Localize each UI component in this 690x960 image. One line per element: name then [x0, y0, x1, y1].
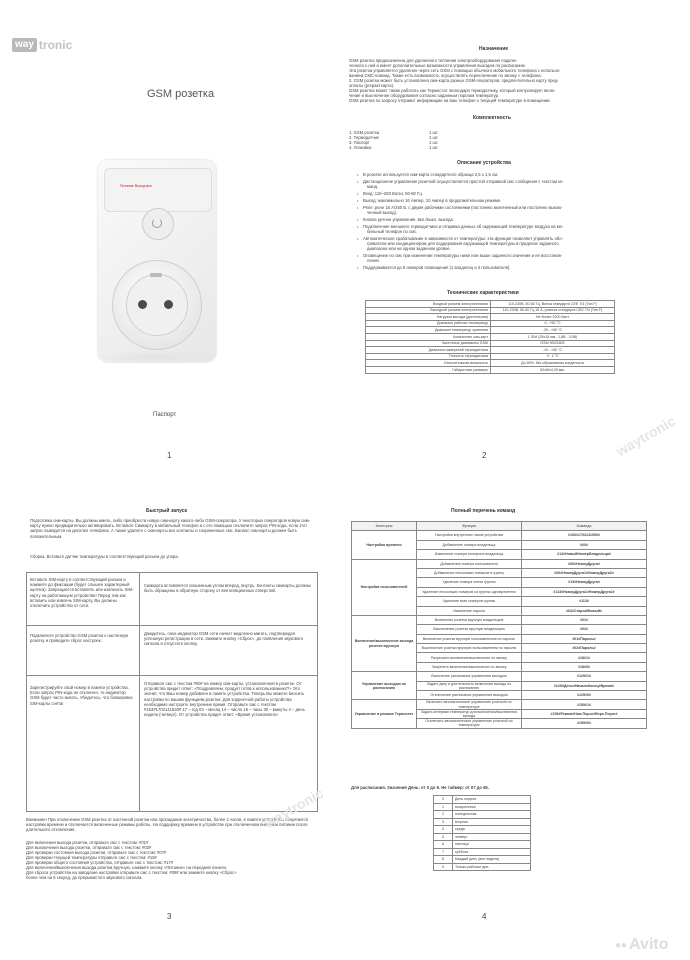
spec-name: Выходной разъем электропитания: [366, 307, 491, 314]
day-name: понедельник: [453, 811, 531, 819]
desc-line: Дистанционное управление розеткой осуществляется простой отправкой смс сообщения с текстом ко-: [363, 179, 564, 184]
kit-qty: 1 шт.: [429, 135, 439, 140]
command-function: Изменение пароля: [417, 606, 522, 615]
brand-logo: [12, 37, 72, 52]
page-1: [0, 0, 345, 480]
spec-name: Точность термодатчика: [366, 353, 491, 360]
command-function: Включить автоматическое управление розеткой по температуре: [417, 700, 522, 709]
page-1-title: GSM розетка: [147, 88, 215, 100]
brand-logo-text: tronic: [38, 37, 73, 52]
socket-pin-hole-right: [164, 300, 173, 309]
command-code: #14#НовыйНомерВладельца#: [522, 550, 647, 559]
spec-row: [366, 347, 615, 354]
device-shadow: [94, 350, 218, 364]
day-code: 4: [434, 826, 453, 834]
command-function: Выключение розетки вручную пользователем по паролю: [417, 644, 522, 653]
spec-value: 110-230В, 50-60 Гц, Вилка стандарта CEE 7/4 (Тип F): [491, 301, 615, 308]
day-name: Каждый день (все недели): [453, 856, 531, 864]
watermark-logo: waytronic: [261, 784, 326, 832]
command-code: #159#0#: [522, 719, 647, 728]
day-name: суббота: [453, 848, 531, 856]
purpose-line: 2. GSM розетка может быть установлена сим-карта разных GSM-операторов, предпочтительно карту пред-: [349, 78, 559, 83]
day-name: воскресенье: [453, 803, 531, 811]
purpose-line: чение и выключение оборудования согласно заданным порогам температур.: [349, 93, 500, 98]
spec-name: Входной разъем электропитания: [366, 301, 491, 308]
passport-label: Паспорт: [153, 412, 177, 418]
spec-value: -10...+50 °C: [491, 347, 615, 354]
command-category: Управление выходом по расписанию: [352, 672, 417, 700]
desc-line: В розетке используется сим-карта стандартного образца 2,5 х 1,5 см.: [363, 172, 499, 177]
desc-line: манд.: [367, 184, 379, 189]
spec-value: 110-230В, 50-60 Гц,16 А, розетка стандарта CEE 7/4 (Тип F): [491, 307, 615, 314]
spec-row: [366, 366, 615, 373]
day-row: [434, 848, 531, 856]
day-name: среда: [453, 826, 531, 834]
col-category: Категория: [352, 522, 417, 531]
command-function: Отключение расписания управления выходом: [417, 691, 522, 700]
command-code: #129#0#: [522, 691, 647, 700]
specs-table: [365, 300, 615, 374]
spec-name: Диапазон температур хранения: [366, 327, 491, 334]
command-function: Включение розетки вручную владельцем: [417, 615, 522, 624]
command-function: Задать интервал температур для включения/выключения выхода: [417, 709, 522, 718]
command-function: Добавление номера пользователя: [417, 559, 522, 568]
spec-name: Габаритные размеры: [366, 366, 491, 373]
spec-row: [366, 301, 615, 308]
day-name: Только рабочие дни: [453, 863, 531, 871]
day-row: [434, 826, 531, 834]
spec-value: 0...+50 °C: [491, 320, 615, 327]
day-row: [434, 856, 531, 864]
day-name: пятница: [453, 841, 531, 849]
desc-line: Подключение внешнего термодатчика и отправка данных об окружающей температуре воздуха на мо-: [363, 224, 564, 229]
specs-heading: Технические характеристики: [447, 290, 519, 296]
sms-line: Для выключения выхода розетки, отправьте смс с текстом: #02#: [26, 845, 152, 850]
day-code: 5: [434, 833, 453, 841]
kit-item: 1. GSM розетка: [349, 130, 380, 135]
spec-name: Диапазон измерений термодатчика: [366, 347, 491, 354]
command-function: Добавление номера владельца: [417, 540, 522, 549]
spec-name: Нагрузка выхода (длительная): [366, 314, 491, 321]
attention-note: Внимание! При отключении GSM розетка от настенной розетки или пропадания электричества, более 2 часов, в памяти устройства обнуляются настройки времени и отключается включенные режимы работы. На поддержку времени в устройстве при отключенном внешнем питании после длительного отключения.: [26, 817, 308, 833]
step-1-right: Симкарта вставляется скошенным углом вперед, внутрь. Контакты симкарты должны быть обращены в обратную сторону от вентиляционных отверстий.: [144, 583, 311, 594]
sms-line: Для сброса устройства на заводские настройки отправьте смс с текстом: #08# или зажмите кнопку «Сброс»: [26, 870, 237, 875]
desc-line: Кнопка ручное управление, вкл./выкл. выхода.: [363, 217, 454, 222]
command-code: #01#: [522, 615, 647, 624]
sim-prep-text: Подготовка сим-карты. Вы должны иметь, либо приобрести новую сим-карту какого-либо GSM-оператора. У некоторых операторов новую сим-карту нужно предварительно активировать. Вставьте Симкарту в мобильный телефон и с его помощью отключите запрос PIN-кода, если этот запрос выводится на дисплее телефона. А также удалите с сим-карты все контакты и сохраненные смс. Баланс сим-карты должен быть положительным.: [30, 518, 310, 539]
command-function: Выключение розетки вручную владельцем: [417, 625, 522, 634]
watermark-logo: waytronic: [613, 412, 678, 460]
purpose-line: Эта розетка управляется удаленно через сеть GSM с помощью обычного мобильного телефона с использо-: [349, 68, 561, 73]
spec-value: -20...+60 °C: [491, 327, 615, 334]
day-code: 8: [434, 856, 453, 864]
sms-line: более чем на 5 секунд, до прерывистого звукового сигнала.: [26, 875, 143, 880]
spec-row: [366, 360, 615, 367]
spec-value: 1 SIM (25х15 мм., 1,8В - 3,0В): [491, 333, 615, 340]
spec-name: Частотные диапазоны GSM: [366, 340, 491, 347]
command-function: Задать дату и длительность включения выхода по расписанию: [417, 681, 522, 690]
day-row: [434, 841, 531, 849]
command-code: #113#: [522, 597, 647, 606]
purpose-line: ченного к ней и имеет дополнительные возможности управления выходом по расписанию.: [349, 63, 527, 68]
command-code: #06#НомерДруга1#НомерДруга2#: [522, 568, 647, 577]
kit-qty: 1 шт.: [429, 145, 439, 150]
command-code: #129#1#: [522, 672, 647, 681]
kit-qty: 1 шт.: [429, 130, 439, 135]
command-function: Добавление нескольких номеров в группу: [417, 568, 522, 577]
day-row: [434, 818, 531, 826]
desc-line: бильный телефон по смс.: [367, 229, 418, 234]
day-code: 6: [434, 841, 453, 849]
spec-value: До 80%, без образования конденсата: [491, 360, 615, 367]
page-number-1: 1: [167, 451, 172, 460]
avito-logo-text: Avito: [629, 936, 669, 953]
sms-line: Для включения выхода розетки, отправьте смс с текстом: #01#: [26, 840, 149, 845]
command-function: Включение расписания управления выходом: [417, 672, 522, 681]
commands-heading: Полный перечень команд: [451, 508, 516, 514]
step-2-right: Дождитесь, пока индикатор GSM сети начнет медленно мигать, подтверждая успешную регистрацию в сети. Зажмите кнопку «Сброс», до появления звукового сигнала и отпустите кнопку.: [144, 631, 303, 647]
purpose-heading: Назначение: [479, 46, 509, 52]
command-row: [352, 615, 647, 624]
page-number-4: 4: [482, 912, 487, 921]
desc-line: ченный выход).: [367, 210, 398, 215]
command-category: Настройка пользователей: [352, 559, 417, 615]
command-code: #02#: [522, 625, 647, 634]
socket-pin-hole-left: [138, 300, 147, 309]
desc-line: Автоматическое срабатывание в зависимости от температуры: эта функция позволяет управлять обо-: [363, 236, 563, 241]
step-2-left: Подключите устройство GSM розетка к настенную розетку и проведите сброс настроек.: [30, 633, 129, 644]
command-row: [352, 672, 647, 681]
sms-line: Для проверки состояния выхода розетки, отправьте смс с текстом: #07#: [26, 850, 167, 855]
command-function: Удаление всех номеров группы: [417, 597, 522, 606]
command-category: Настройка времени: [352, 531, 417, 559]
command-function: Включение розетки вручную пользователем по паролю: [417, 634, 522, 643]
day-row: [434, 833, 531, 841]
command-code: #159#Режим#Ниж.Порог#Верх.Порог#: [522, 709, 647, 718]
purpose-line: GSM розетка предназначена для удаленного тепления электрооборудования подклю-: [349, 58, 518, 63]
desc-line: диапазона или на одном заданном уровне.: [367, 246, 451, 251]
purpose-line: оплаты (prepaid карта).: [349, 83, 395, 88]
spec-name: Количество сим-карт: [366, 333, 491, 340]
spec-row: [366, 353, 615, 360]
kit-item: 4. Упаковка: [349, 145, 372, 150]
days-table: [433, 795, 531, 871]
command-function: Разрешить включение/выключение по звонку: [417, 653, 522, 662]
device-led-label: Питание Выход вкл.: [120, 184, 153, 188]
day-name: вторник: [453, 818, 531, 826]
command-row: [352, 559, 647, 568]
commands-table: [351, 521, 647, 729]
kit-qty: 1 шт.: [429, 140, 439, 145]
day-code: 2: [434, 811, 453, 819]
spec-row: [366, 333, 615, 340]
socket-inner: [126, 274, 188, 336]
page-3: [0, 480, 345, 960]
spec-value: 62х62х125 мм.: [491, 366, 615, 373]
day-name: четверг: [453, 833, 531, 841]
socket-ground-clip: [150, 273, 162, 277]
device-top-panel: [104, 168, 212, 212]
command-function: Удаление нескольких номеров из группы одновременно: [417, 587, 522, 596]
spec-row: [366, 307, 615, 314]
spec-value: Не более 2200 Ватт: [491, 314, 615, 321]
sms-line: Для включения/выключения выхода розетки вручную, нажмите кнопку «Питание» на передней панели.: [26, 865, 227, 870]
day-row: [434, 863, 531, 871]
step-3-right: Отправьте смс с текстом #00# на номер сим-карты, установленной в розетке. От устройства придет ответ: «Поздравляем, продукт готов к использованию!?» Это значит, что Ваш номер добавлен в память устройства. Теперь Вы можете вносить настройки по вашим функциям розетки. Для корректной работы устройства необходимо настроить внутренние время. Отправьте смс с текстом #153#1703141530# 17 – год 03 – месяц 14 – число 15 – часы 30 – минуты 4 – день недели (четверг). От устройства придет ответ: «Время установлено»: [144, 681, 305, 718]
command-category: Управление в режиме Термостат: [352, 700, 417, 728]
steps-table: [26, 572, 318, 812]
command-code: #00#: [522, 540, 647, 549]
avito-logo-icon: ●●: [615, 939, 628, 951]
page-number-2: 2: [482, 451, 487, 460]
page-2: Назначение GSM розетка предназначена для удаленного тепления электрооборудования подклю- ченного к ней и имеет дополнительные возможности управления выходом по расписанию. Эта розетка управляется удаленно через сеть GSM с помощью обычного мобильного телефона с использо- ванием СМС-команд. Также есть возможность осуществлять переключение по звонку с телефона. 2. GSM розетка может быть установлена сим-карта разных GSM-операторов, предпочтительно карту пред- оплаты (prepaid карта). GSM розетка может также работать как Термостат. Благодаря термодатчику, который контролирует вклю- чение и выключение оборудования согласно заданным порогам температур. GSM розетка по запросу отправит информацию на ваш телефон о текущей температуре в помещении. Комплектность 1. GSM розетка 1 шт. 2. Термодатчик 1 шт. 3. Паспорт 1 шт. 4. Упаковка 1 шт. Описание устройства В розетке используется сим-карта стандартного образца 2,5 х 1,5 см. Дистанционное управление розеткой осуществляется простой отправкой смс сообщения с текстом ко- манд. Вход: 110~250 Вольт, 50-60 Гц. Выход: максимально 16 Ампер, 10 Ампер в продолжительном режиме. Реле: реле 16 A/250 В, с двумя рабочими состояниями (постоянно включенный или постоянно выклю- ченный выход). Кнопка ручное управление, вкл./выкл. выхода. Подключение внешнего термодатчика и отправка данных об окружающей температуре воздуха на мо- бильный телефон по смс. Автоматическое срабатывание в зависимости от температуры: эта функция позволяет управлять обо- греватели или кондиционером для поддержания окружающей температуры в пределах заданного диапазона или на одном заданном уровне. Оповещение по смс при изменении температуры ниже или выше заданного значения и её восстанов- ления. Поддерживается до 5 номеров оповещения (1 владелец и 4 пользователя). • • • • • • • • • • Технические характеристики Входной разъем электропитания 110-230В, 50-60 Гц, Вилка стандарта CEE 7/4 (Тип F) Выходной разъем электропитания 110-230В, 50-60 Гц,16 А, розетка стандарта CEE 7/4 (Тип F) Нагрузка выхода (длительная) Не более 2200 Ватт Диапазон рабочих температур 0...+50 °C Диапазон температур хранения -20...+60 °C Количество сим-карт 1 SIM (25х15 мм., 1,8В - 3,0В) Частотные диапазоны GSM GSM 900/1800 Диапазон измерений термодатчика -10...+50 °C Точность термодатчика +/- 1 °C Относительная влажность До 80%, без образования конденсата Габаритные размеры 62х62х125 мм. 2 waytronic: [349, 46, 678, 460]
day-row: [434, 803, 531, 811]
command-row: [352, 531, 647, 540]
day-code: 7: [434, 848, 453, 856]
day-row: [434, 796, 531, 804]
day-code: 3: [434, 818, 453, 826]
kit-item: 3. Паспорт: [349, 140, 370, 145]
col-command: Команда: [522, 522, 647, 531]
schedule-note: Для расписания. Значения День: от 0 до 9. Не таймер: от 07 до 65.: [351, 785, 489, 790]
command-code: #04#СтарыйНовый#: [522, 606, 647, 615]
spec-row: [366, 340, 615, 347]
purpose-line: GSM розетка по запросу отправит информацию на ваш телефон о текущей температуре в помещении.: [349, 98, 551, 103]
command-function: Изменение номера телефона владельца: [417, 550, 522, 559]
kit-heading: Комплектность: [473, 115, 511, 121]
day-name: День недели: [453, 796, 531, 804]
desc-line: Выход: максимально 16 Ампер, 10 Ампер в продолжительном режиме.: [363, 198, 502, 203]
command-code: #113#НомерДруга1#НомерДруга2#: [522, 587, 647, 596]
spec-name: Диапазон рабочих температур: [366, 320, 491, 327]
avito-watermark: [615, 936, 669, 954]
desc-line: греватели или кондиционером для поддержания окружающей температуры в пределах заданного: [367, 241, 559, 246]
desc-line: Вход: 110~250 Вольт, 50-60 Гц.: [363, 191, 423, 196]
purpose-line: GSM розетка может также работать как Термостат. Благодаря термодатчику, который контролирует вклю-: [349, 88, 556, 93]
sms-line: Для проверки текущей температуры отправьте смс с текстом: #15#: [26, 855, 157, 860]
description-heading: Описание устройства: [457, 160, 511, 166]
day-row: [434, 811, 531, 819]
command-code: #153#1703141530#: [522, 531, 647, 540]
desc-line: Поддерживается до 5 номеров оповещения (1 владелец и 4 пользователя).: [363, 265, 511, 270]
command-code: #18#1#: [522, 653, 647, 662]
command-function: Запретить включение/выключение по звонку: [417, 662, 522, 671]
command-code: #13#НомерДруга#: [522, 578, 647, 587]
command-row: [352, 700, 647, 709]
page-number-3: 3: [167, 912, 172, 921]
command-code: #02#Пароль#: [522, 644, 647, 653]
spec-row: [366, 320, 615, 327]
day-code: 1: [434, 803, 453, 811]
step-3-left: Зарегистрируйте свой номер в памяти устройства. Если запрос PIN-кода не отключен, то индикатор GSM будет часто мигать. Убедитесь, что блокировка SIM-карты снята!: [30, 685, 133, 706]
sensor-text: Сборка. Вставьте датчик температуры в соответствующий разъем до упора.: [30, 554, 179, 559]
spec-name: Относительная влажность: [366, 360, 491, 367]
command-code: #06#НомерДруга#: [522, 559, 647, 568]
command-function: Удаление номера члена группы: [417, 578, 522, 587]
desc-line: Реле: реле 16 A/250 В, с двумя рабочими состояниями (постоянно включенный или постоянно выклю-: [363, 205, 563, 210]
col-function: Функция: [417, 522, 522, 531]
gsm-socket-image: [98, 160, 226, 370]
command-code: #159#1#: [522, 700, 647, 709]
command-category: Включение/выключение выхода розетки вручную: [352, 615, 417, 671]
command-code: #129#День#НачалоКонец#Время#: [522, 681, 647, 690]
day-code: 9: [434, 863, 453, 871]
command-function: Отключить автоматическое управление розеткой по температуре: [417, 719, 522, 728]
command-code: #01#Пароль#: [522, 634, 647, 643]
brand-logo-box: way: [12, 38, 37, 52]
command-code: #18#0#: [522, 662, 647, 671]
sms-line: Для проверки общего состояния устройства, отправьте смс с текстом: #17#: [26, 860, 174, 865]
power-icon: [152, 218, 162, 228]
desc-line: Оповещение по смс при изменении температуры ниже или выше заданного значения и её восстанов-: [363, 253, 563, 258]
purpose-line: ванием СМС-команд. Также есть возможность осуществлять переключение по звонку с телефона.: [349, 73, 542, 78]
spec-row: [366, 314, 615, 321]
spec-value: +/- 1 °C: [491, 353, 615, 360]
kit-item: 2. Термодатчик: [349, 135, 379, 140]
quick-start-heading: Быстрый запуск: [146, 508, 188, 514]
spec-value: GSM 900/1800: [491, 340, 615, 347]
spec-row: [366, 327, 615, 334]
desc-line: ления.: [367, 258, 380, 263]
step-1-left: Вставьте SIM-карту в соответствующий разъем и нажмите до фиксации (будет слышен характерный щелчок). Запрещается вставлять или извлекать SIM-карту на работающем устройстве! Перед тем как вставить или извлечь SIM-карту, Вы должны отключить устройство от сети.: [30, 577, 134, 609]
page-4: [261, 480, 690, 960]
command-function: Настройка внутренних часов устройства: [417, 531, 522, 540]
day-code: 0: [434, 796, 453, 804]
